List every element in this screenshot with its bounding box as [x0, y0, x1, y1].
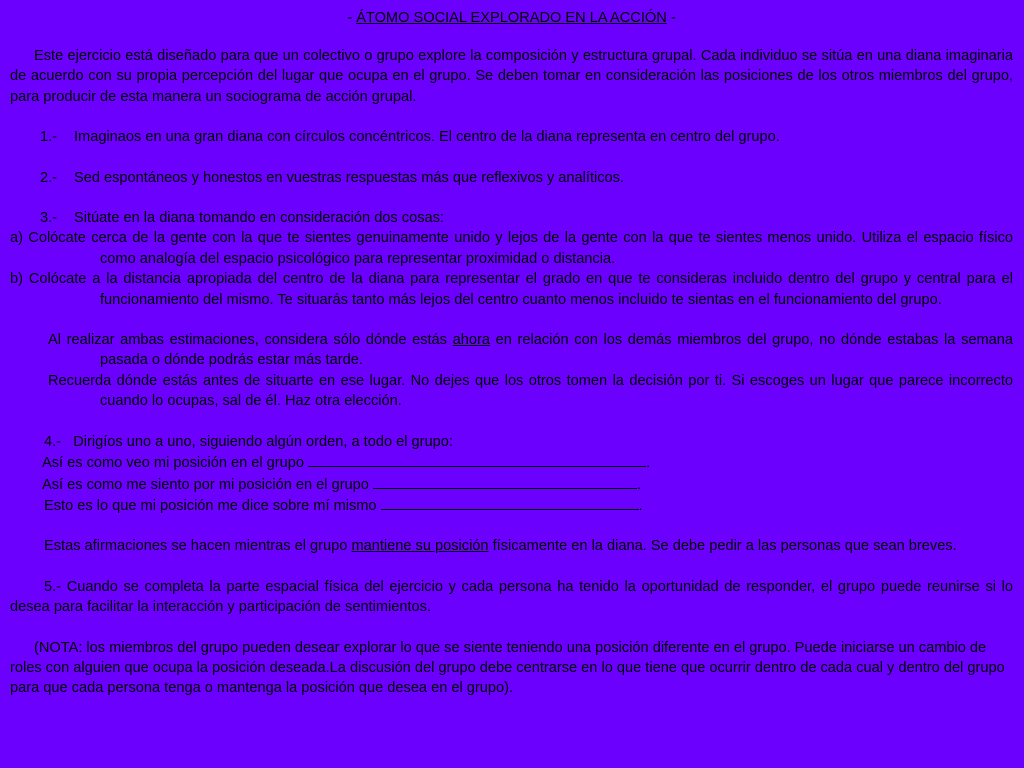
step-2-text: Sed espontáneos y honestos en vuestras respuestas más que reflexivos y analíticos.	[74, 169, 625, 186]
step-4-line-2	[42, 474, 1013, 495]
step-3-number: 3.-	[40, 210, 58, 227]
step-3-item-a: a) Colócate cerca de la gente con la que te sientes genuinamente unido y lejos de la gente con la que te sientes menos unido. Utiliza el espacio físico como analogía del espacio psicológico para representar proximidad o distancia.	[10, 230, 1013, 267]
step-5-paragraph: 5.- Cuando se completa la parte espacial física del ejercicio y cada persona ha tenido la oportunidad de responder, el grupo puede reunirse si lo desea para facilitar la interacción y participación de sentimientos.	[10, 578, 1013, 616]
spacer	[10, 107, 1013, 127]
step-3	[40, 208, 1013, 228]
note-remember: Recuerda dónde estás antes de situarte en ese lugar. No dejes que los otros tomen la decisión por ti. Si escoges un lugar que parece incorrecto cuando lo ocupas, sal de él. Haz otra elección.	[48, 372, 1013, 410]
spacer	[10, 148, 1013, 168]
step-3-item-b: b) Colócate a la distancia apropiada del centro de la diana para representar el grado en que te consideras incluido dentro del grupo y central para el funcionamiento del mismo. Te situarás tanto más lejos del centro cuanto menos incluido te sientas en el funcionamiento del grupo.	[10, 271, 1013, 308]
note-estimations-underlined: ahora	[452, 332, 490, 349]
intro-paragraph: Este ejercicio está diseñado para que un colectivo o grupo explore la composición y estructura grupal. Cada individuo se sitúa en una diana imaginaria de acuerdo con su propia percepción del lugar que ocupa en el grupo. Se deben tomar en consideración las posiciones de los otros miembros del grupo, para producir de esta manera un sociograma de acción grupal.	[10, 48, 1013, 105]
step-4-line-1-period: .	[646, 455, 651, 472]
answer-blank-3	[381, 495, 639, 510]
step-4-line-1-text: Así es como veo mi posición en el grupo	[42, 455, 309, 472]
note-statements-after: físicamente en la diana. Se debe pedir a las personas que sean breves.	[488, 538, 957, 555]
step-4	[44, 432, 1013, 452]
title-dash-left: -	[347, 10, 357, 26]
note-statements-underlined: mantiene su posición	[351, 538, 489, 555]
answer-blank-2	[373, 474, 637, 489]
nota-paragraph: (NOTA: los miembros del grupo pueden desear explorar lo que se siente teniendo una posición diferente en el grupo. Puede iniciarse un cambio de roles con alguien que ocupa la posición deseada.La discusión del grupo debe centrarse en lo que tiene que ocurrir dentro de cada cual y dentro del grupo para que cada persona tenga o mantenga la posición que desea en el grupo).	[10, 639, 1005, 697]
step-1-number: 1.-	[40, 129, 58, 146]
step-3-text: Sitúate en la diana tomando en consideración dos cosas:	[74, 210, 444, 227]
step-2	[40, 168, 1013, 188]
spacer	[10, 188, 1013, 208]
step-4-line-2-period: .	[636, 476, 642, 493]
spacer	[10, 618, 1013, 638]
page-title	[10, 8, 1013, 28]
step-2-number: 2.-	[40, 169, 58, 186]
note-estimations	[10, 330, 1013, 371]
step-4-line-3-text: Esto es lo que mi posición me dice sobre mí mismo	[44, 497, 381, 514]
step-4-line-3	[44, 495, 1013, 516]
spacer	[10, 557, 1013, 577]
spacer	[10, 310, 1013, 330]
step-1-text: Imaginaos en una gran diana con círculos concéntricos. El centro de la diana representa en centro del grupo.	[74, 129, 780, 146]
note-estimations-before: Al realizar ambas estimaciones, considera sólo dónde estás	[48, 332, 453, 349]
step-4-line-1	[42, 452, 1013, 473]
spacer	[10, 516, 1013, 536]
note-estimations-after: en relación con los demás miembros del grupo, no dónde estabas la semana pasada o dónde podrás estar más tarde.	[100, 332, 1013, 369]
step-1	[40, 127, 1013, 147]
spacer	[10, 412, 1013, 432]
note-statements-before: Estas afirmaciones se hacen mientras el grupo	[44, 538, 352, 555]
answer-blank-1	[308, 452, 646, 467]
step-4-line-2-text: Así es como me siento por mi posición en el grupo	[42, 476, 373, 493]
step-4-line-3-period: .	[638, 497, 643, 514]
document-page	[10, 8, 1013, 699]
step-4-number: 4.-	[44, 433, 62, 450]
note-statements	[10, 536, 1013, 556]
title-dash-right: -	[666, 10, 676, 26]
title-text: ÁTOMO SOCIAL EXPLORADO EN LA ACCIÓN	[356, 10, 667, 26]
step-4-text: Dirigíos uno a uno, siguiendo algún orden, a todo el grupo:	[73, 433, 453, 450]
